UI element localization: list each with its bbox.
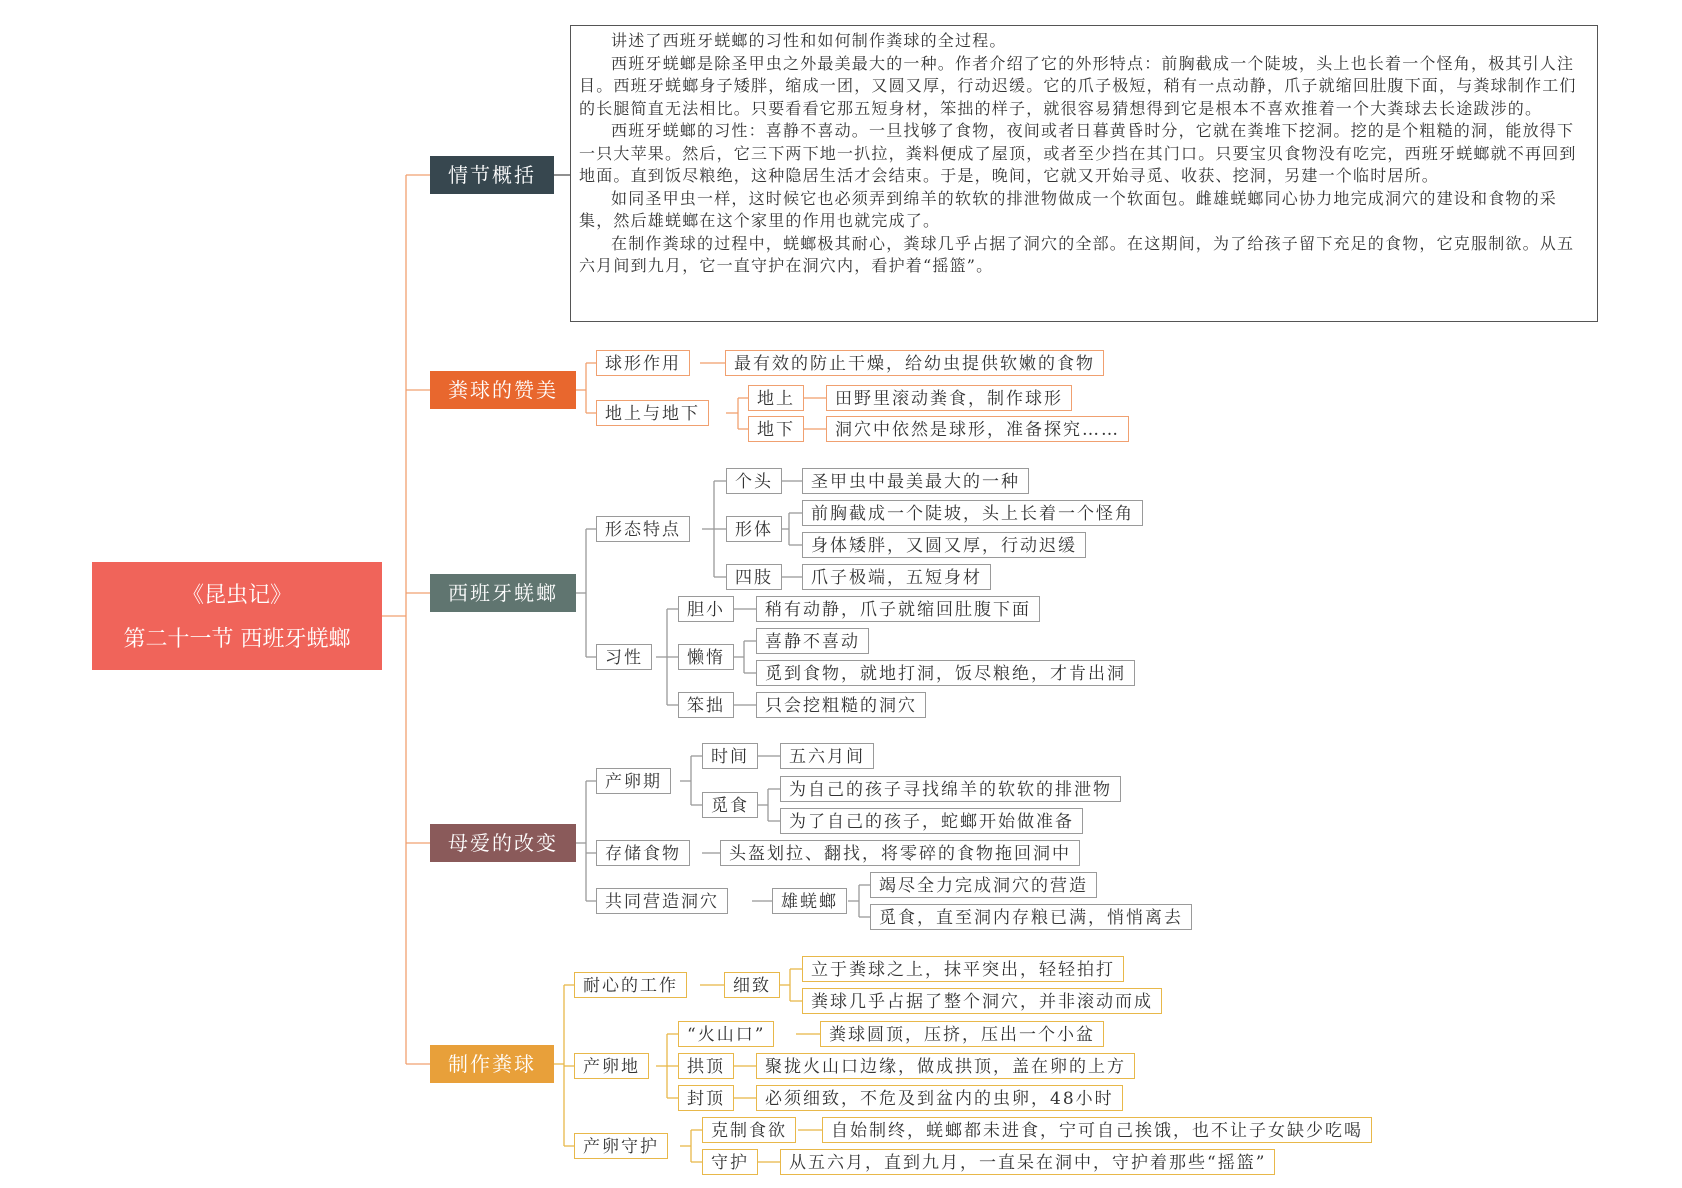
node-lazy-desc: 喜静不喜动: [756, 628, 869, 654]
node-above-below: 地上与地下: [596, 400, 709, 426]
root-title-book: 《昆虫记》: [181, 583, 292, 608]
node-time: 时间: [702, 743, 758, 769]
node-egg-guard: 产卵守护: [574, 1133, 668, 1159]
node-lazy: 懒惰: [678, 644, 734, 670]
node-clumsy-desc: 只会挖粗糙的洞穴: [756, 692, 926, 718]
node-male-beetle: 雄蜣螂: [772, 888, 847, 914]
node-above-desc: 田野里滚动粪食，制作球形: [826, 385, 1072, 411]
node-seal-desc: 必须细致，不危及到盆内的虫卵，48小时: [756, 1085, 1123, 1111]
node-build-burrow: 共同营造洞穴: [596, 888, 728, 914]
node-forage: 觅食: [702, 792, 758, 818]
node-size: 个头: [726, 468, 782, 494]
node-clumsy: 笨拙: [678, 692, 734, 718]
node-careful-desc: 立于粪球之上，抹平突出，轻轻拍打: [802, 956, 1124, 982]
node-egg-period: 产卵期: [596, 768, 671, 794]
summary-paragraph: 在制作粪球的过程中，蜣螂极其耐心，粪球几乎占据了洞穴的全部。在这期间，为了给孩子留下充足的食物，它克服制欲。从五六月间到九月，它一直守护在洞穴内，看护着“摇篮”。: [579, 233, 1575, 275]
branch-make-ball: 制作粪球: [430, 1045, 554, 1083]
summary-paragraph: 如同圣甲虫一样，这时候它也必须弄到绵羊的软软的排泄物做成一个软面包。雌雄蜣螂同心协力地完成洞穴的建设和食物的采集，然后雄蜣螂在这个家里的作用也就完成了。: [579, 188, 1558, 230]
node-store-food: 存储食物: [596, 840, 690, 866]
node-habits: 习性: [596, 644, 652, 670]
node-male-desc: 竭尽全力完成洞穴的营造: [870, 872, 1097, 898]
node-restrain-appetite: 克制食欲: [702, 1117, 796, 1143]
node-limbs-desc: 爪子极端，五短身材: [802, 564, 991, 590]
summary-paragraph: 讲述了西班牙蜣螂的习性和如何制作粪球的全过程。: [611, 31, 1007, 50]
node-morphology: 形态特点: [596, 516, 690, 542]
node-timid-desc: 稍有动静，爪子就缩回肚腹下面: [756, 596, 1040, 622]
node-patient-work: 耐心的工作: [574, 972, 687, 998]
branch-praise: 粪球的赞美: [430, 371, 576, 409]
summary-box: [570, 25, 1598, 322]
node-crater: “火山口”: [678, 1021, 774, 1047]
node-crater-desc: 粪球圆顶，压挤，压出一个小盆: [820, 1021, 1104, 1047]
node-restrain-desc: 自始制终，蜣螂都未进食，宁可自己挨饿，也不让子女缺少吃喝: [822, 1117, 1372, 1143]
summary-paragraph: 西班牙蜣螂的习性：喜静不喜动。一旦找够了食物，夜间或者日暮黄昏时分，它就在粪堆下挖洞。挖的是个粗糙的洞，能放得下一只大苹果。然后，它三下两下地一扒拉，粪料便成了屋顶，或者至少挡在其门口。只要宝贝食物没有吃完，西班牙蜣螂就不再回到地面。直到饭尽粮绝，这种隐居生活才会结束。于是，晚间，它就又开始寻觅、收获、挖洞，另建一个临时居所。: [579, 121, 1577, 185]
node-seal: 封顶: [678, 1085, 734, 1111]
node-careful-desc: 粪球几乎占据了整个洞穴，并非滚动而成: [802, 988, 1162, 1014]
node-limbs: 四肢: [726, 564, 782, 590]
root-title-section: 第二十一节 西班牙蜣螂: [123, 627, 351, 652]
branch-mother: 母爱的改变: [430, 824, 576, 862]
branch-beetle: 西班牙蜣螂: [430, 574, 576, 612]
node-store-food-desc: 头盔划拉、翻找，将零碎的食物拖回洞中: [720, 840, 1080, 866]
node-timid: 胆小: [678, 596, 734, 622]
node-ball-function: 球形作用: [596, 350, 690, 376]
node-lazy-desc: 觅到食物，就地打洞，饭尽粮绝，才肯出洞: [756, 660, 1135, 686]
node-careful: 细致: [724, 972, 780, 998]
node-above: 地上: [748, 385, 804, 411]
node-guard: 守护: [702, 1149, 758, 1175]
node-arch: 拱顶: [678, 1053, 734, 1079]
node-body-desc: 前胸截成一个陡坡，头上长着一个怪角: [802, 500, 1143, 526]
node-forage-desc: 为自己的孩子寻找绵羊的软软的排泄物: [780, 776, 1121, 802]
node-ball-function-desc: 最有效的防止干燥，给幼虫提供软嫩的食物: [725, 350, 1104, 376]
node-time-desc: 五六月间: [780, 743, 874, 769]
branch-summary: 情节概括: [430, 156, 554, 194]
node-egg-site: 产卵地: [574, 1053, 649, 1079]
node-size-desc: 圣甲虫中最美最大的一种: [802, 468, 1029, 494]
node-arch-desc: 聚拢火山口边缘，做成拱顶，盖在卵的上方: [756, 1053, 1135, 1079]
summary-paragraph: 西班牙蜣螂是除圣甲虫之外最美最大的一种。作者介绍了它的外形特点：前胸截成一个陡坡，头上也长着一个怪角，极其引人注目。西班牙蜣螂身子矮胖，缩成一团，又圆又厚，行动迟缓。它的爪子极短，稍有一点动静，爪子就缩回肚腹下面，与粪球制作工们的长腿简直无法相比。只要看看它那五短身材，笨拙的样子，就很容易猜想得到它是根本不喜欢推着一个大粪球去长途跋涉的。: [579, 53, 1577, 118]
root-node: [92, 562, 382, 670]
node-forage-desc: 为了自己的孩子，蛇螂开始做准备: [780, 808, 1083, 834]
node-body-desc: 身体矮胖，又圆又厚，行动迟缓: [802, 532, 1086, 558]
node-male-desc: 觅食，直至洞内存粮已满，悄悄离去: [870, 904, 1192, 930]
node-guard-desc: 从五六月，直到九月，一直呆在洞中，守护着那些“摇篮”: [780, 1149, 1275, 1175]
node-body: 形体: [726, 516, 782, 542]
node-below: 地下: [748, 416, 804, 442]
node-below-desc: 洞穴中依然是球形，准备探究……: [826, 416, 1129, 442]
